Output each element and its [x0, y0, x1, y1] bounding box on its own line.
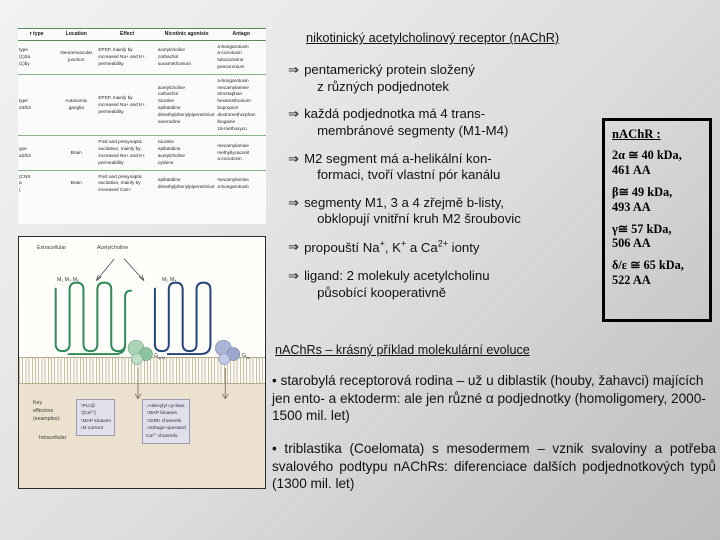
table-body — [18, 40, 266, 197]
bullet-line-1: každá podjednotka má 4 trans- — [304, 106, 486, 122]
table-cell-line: a — [19, 180, 22, 186]
table-cell-line: a-conotoxin — [217, 156, 242, 162]
bullet-arrow-icon: ⇒ — [288, 106, 300, 122]
signal-arrows — [135, 368, 228, 399]
table-cell-effect — [97, 170, 157, 197]
bullet-line-2: z různých podjednotek — [317, 78, 450, 94]
table-cell-line: mecamylamine — [217, 84, 249, 90]
table-cell-line: nicotine — [157, 98, 175, 104]
table-cell-line: increased Na+ and K+ — [98, 152, 145, 158]
effector-line: Ca²⁺ channels — [146, 433, 178, 439]
g-protein-left-text: G — [154, 353, 159, 359]
table-cell-line: varenicline — [157, 118, 181, 124]
effector-line: ↑MAP kinases — [80, 418, 111, 424]
table-cell-line: permeability — [98, 108, 124, 114]
effector-line: ↓Voltage-operated — [146, 426, 186, 432]
table-row — [18, 170, 266, 197]
subunit-entry — [612, 222, 709, 252]
table-cell-line: EPSP, mainly by — [98, 47, 133, 52]
table-cell-agonists — [157, 40, 217, 74]
table-cell-antagonists — [216, 136, 266, 170]
receptor-properties-list — [288, 62, 598, 312]
bullet-line-2: formaci, tvoří vlastní pór kanálu — [317, 167, 501, 183]
table-cell-line: nicotine — [157, 139, 175, 145]
effector-box-gi — [142, 399, 190, 444]
table-cell-line: a-bungarotoxin — [217, 77, 249, 83]
table-header-agonists: Nicotinic agonists — [157, 29, 217, 41]
table-cell-agonists — [157, 136, 217, 170]
receptor-helix-graphics — [19, 237, 265, 488]
table-cell-line: acetylcholine — [157, 47, 185, 52]
table-cell-line: (1)by — [19, 60, 30, 66]
bullet-text — [304, 151, 500, 184]
g-protein-right-text: G — [242, 353, 247, 359]
g-protein-label-left — [154, 353, 165, 360]
table-cell-line: EPSP, mainly by — [98, 94, 133, 100]
bullet-item — [288, 151, 598, 184]
bullet-line-1: pentamerický protein složený — [304, 62, 475, 77]
bullet-text — [304, 268, 489, 301]
bullet-line-1: M2 segment má a-helikální kon- — [304, 150, 492, 166]
table-cell-line: increased Na+ and K+ — [98, 53, 145, 59]
table-cell-location — [55, 40, 97, 74]
key-effectors-line-1: effectors — [33, 407, 54, 414]
table-cell-line: type — [19, 98, 28, 104]
evolution-paragraph-1: • starobylá receptorová rodina – už u diblastik (houby, žahavci) majících jen ento- a ektoderm: ale jen různé α podjednotky (homoligomery, 2000-1500 mil. let) — [272, 373, 706, 424]
subunit-composition-box — [602, 118, 712, 322]
table-cell-line: ganglia — [68, 105, 84, 111]
table-cell-line: ibogaine — [217, 118, 236, 124]
bullet-item — [288, 195, 598, 228]
bullet-item — [288, 62, 598, 95]
subunit-entry — [612, 148, 709, 178]
table-cell-type — [18, 136, 55, 170]
table-cell-line: tubocurarine — [217, 57, 244, 63]
table-cell-line: type — [19, 47, 28, 52]
table-cell-line: increased Na+ and K+ — [98, 101, 145, 107]
g-protein-complexes — [128, 340, 240, 364]
table-cell-antagonists — [216, 170, 266, 197]
nicotinic-receptor-table — [18, 28, 266, 224]
table-header-antagonists: Antago — [216, 29, 266, 41]
table-cell-line: methyllycaconit — [217, 149, 250, 155]
subunit-length: 493 AA — [612, 199, 651, 214]
table-cell-effect — [97, 40, 157, 74]
g-protein-right-subscript: i/o — [246, 356, 251, 361]
table-cell-location — [55, 74, 97, 136]
bullet-line-2: membránové segmenty (M1-M4) — [317, 122, 509, 138]
table-cell-line: Brain — [70, 180, 82, 186]
subunit-box-heading: nAChR : — [612, 127, 661, 141]
key-effectors-line-0: Key — [33, 400, 43, 406]
subunit-mass: β≅ 49 kDa, — [612, 184, 673, 199]
table-cell-line: a-bungarotoxin — [217, 43, 249, 49]
muscarinic-receptor-diagram — [18, 236, 266, 489]
bullet-text — [304, 106, 508, 139]
table-cell-line: (1)2a — [19, 53, 30, 59]
table-cell-effect — [97, 136, 157, 170]
table-cell-effect — [97, 74, 157, 136]
g-protein-label-right — [242, 353, 250, 360]
table-cell-line: Brain — [70, 149, 82, 155]
table-cell-line: Post and presynaptic — [98, 173, 143, 179]
table-cell-line: ype — [19, 146, 27, 152]
bullet-line-1: ligand: 2 molekuly acetylcholinu — [304, 268, 490, 284]
table-cell-line: mecamylamine — [217, 177, 249, 182]
table-cell-antagonists — [216, 74, 266, 136]
bullet-line-2: působící kooperativně — [317, 284, 447, 300]
table-cell-line: junction — [68, 57, 85, 63]
effector-line: ↑MAP kinases — [146, 411, 177, 417]
table-cell-line: permeability — [98, 60, 124, 66]
table-cell-line: pancuronium — [217, 64, 245, 70]
bullet-arrow-icon: ⇒ — [288, 194, 300, 210]
table-cell-line: mecamylamine — [217, 142, 249, 148]
bullet-text — [304, 195, 521, 228]
table-cell-agonists — [157, 74, 217, 136]
evolution-section-heading: nAChRs – krásný příklad molekulární evoluce — [275, 343, 530, 357]
table-cell-type — [18, 74, 55, 136]
receptor-table — [18, 28, 266, 197]
subunit-mass: 2α ≅ 40 kDa, — [612, 148, 682, 162]
subunit-mass: δ/ε ≅ 65 kDa, — [612, 258, 684, 273]
table-row — [18, 136, 266, 170]
table-cell-line: dimethylphenylpiperazinium — [157, 183, 216, 189]
table-cell-line: permeability — [98, 159, 124, 165]
bullet-item — [288, 239, 598, 257]
bullet-item — [288, 106, 598, 139]
table-header-row — [18, 29, 266, 41]
table-cell-line: acetylcholine — [157, 152, 185, 158]
table-cell-line: excitation, mainly by — [98, 146, 141, 152]
bullet-text — [304, 62, 475, 95]
effector-line: ↓M current — [80, 426, 104, 432]
label-extracellular: Extracellular — [37, 245, 67, 251]
table-cell-type — [18, 40, 55, 74]
effector-box-gq — [76, 399, 115, 436]
effector-line: ↑GIRK channels — [146, 418, 182, 424]
table-cell-line: 18-methoxyco — [217, 125, 247, 131]
subunit-length: 461 AA — [612, 162, 651, 177]
table-cell-line: ( — [19, 187, 21, 193]
table-cell-line: epibatidine — [157, 146, 181, 152]
table-cell-line: (CNS — [19, 173, 31, 179]
table-cell-line: a3/b3 — [19, 105, 31, 111]
table-header-effect: Effect — [97, 29, 157, 41]
table-cell-location — [55, 136, 97, 170]
bullet-line-2: obklopují vnitřní kruh M2 šroubovic — [317, 211, 521, 227]
table-cell-line: epibatidine — [157, 105, 181, 111]
subunit-length: 522 AA — [612, 273, 651, 288]
table-cell-location — [55, 170, 97, 197]
table-cell-line: excitation, mainly by — [98, 180, 141, 186]
evolution-paragraph-2: • triblastika (Coelomata) s mesodermem – vznik svaloviny a potřeba svalového podtypu nAChRs: diferenciace dalších podjednotkových typů (1300 mil. let) — [272, 441, 716, 492]
table-cell-line: carbachol — [157, 53, 179, 59]
subunit-length: 506 AA — [612, 236, 651, 251]
bullet-line-1: propouští Na+, K+ a $Ca^{2+}$ ionty — [304, 239, 480, 256]
bullet-item — [288, 268, 598, 301]
subunit-mass: γ≅ 57 kDa, — [612, 221, 672, 236]
effector-line: ↑PLCβ — [80, 403, 95, 409]
table-cell-line: epibatidine — [157, 177, 181, 182]
key-effectors-label — [33, 400, 61, 424]
label-right-segments: M₂ M₄ — [162, 277, 177, 283]
table-cell-line: Neuromuscular — [60, 50, 93, 56]
bullet-line-1: segmenty M1, 3 a 4 zřejmě b-listy, — [304, 194, 504, 210]
key-effectors-line-2: (examples): — [33, 415, 61, 422]
table-cell-line: dextromethorphan — [217, 111, 256, 117]
label-left-segments: M₁ M₃ M₅ — [57, 277, 80, 283]
table-cell-line: dimethylphenylpiperazinium — [157, 111, 216, 117]
page-title: nikotinický acetylcholinový receptor (nAChR) — [306, 30, 560, 45]
table-cell-line: a2/b3 — [19, 152, 31, 158]
table-cell-line: carbachol — [157, 91, 179, 97]
bullet-text — [304, 239, 479, 257]
table-cell-line: bupropion — [217, 105, 239, 111]
table-header-type: r type — [18, 29, 55, 41]
table-cell-line: Autonomic — [65, 98, 88, 104]
table-cell-line: Post and presynaptic — [98, 139, 143, 145]
subunit-entry — [612, 185, 709, 215]
receptor-green-helices — [56, 283, 131, 354]
table-row — [18, 74, 266, 136]
bullet-arrow-icon: ⇒ — [288, 150, 300, 166]
table-header-location: Location — [55, 29, 97, 41]
label-acetylcholine: Acetylcholine — [97, 245, 129, 251]
table-cell-line: increased Ca2+ — [98, 187, 132, 193]
table-cell-line: trimetaphan — [217, 91, 243, 97]
subunit-entry-list — [612, 148, 709, 288]
table-cell-line: hexamethonium — [217, 98, 251, 104]
acetylcholine-arrows — [96, 259, 144, 281]
table-cell-type — [18, 170, 55, 197]
receptor-blue-helices — [155, 283, 211, 354]
table-cell-line: acetylcholine — [157, 84, 185, 90]
effector-line: ↓Adenylyl cyclase — [146, 403, 185, 409]
table-cell-line: a-conotoxin — [217, 50, 242, 56]
g-protein-left-subscript: q/11 — [158, 356, 166, 361]
table-cell-agonists — [157, 170, 217, 197]
table-cell-line: cytisine — [157, 159, 174, 165]
bullet-arrow-icon: ⇒ — [288, 62, 300, 77]
table-cell-antagonists — [216, 40, 266, 74]
bullet-arrow-icon: ⇒ — [288, 239, 300, 254]
subunit-entry — [612, 258, 709, 288]
label-intracellular: Intracellular — [39, 435, 67, 441]
effector-line: ↑[Ca²⁺] — [80, 411, 96, 417]
bullet-arrow-icon: ⇒ — [288, 268, 300, 284]
table-row — [18, 40, 266, 74]
table-cell-line: suxamethonium — [157, 60, 191, 66]
table-cell-line: a-bungarotoxin — [217, 183, 249, 189]
